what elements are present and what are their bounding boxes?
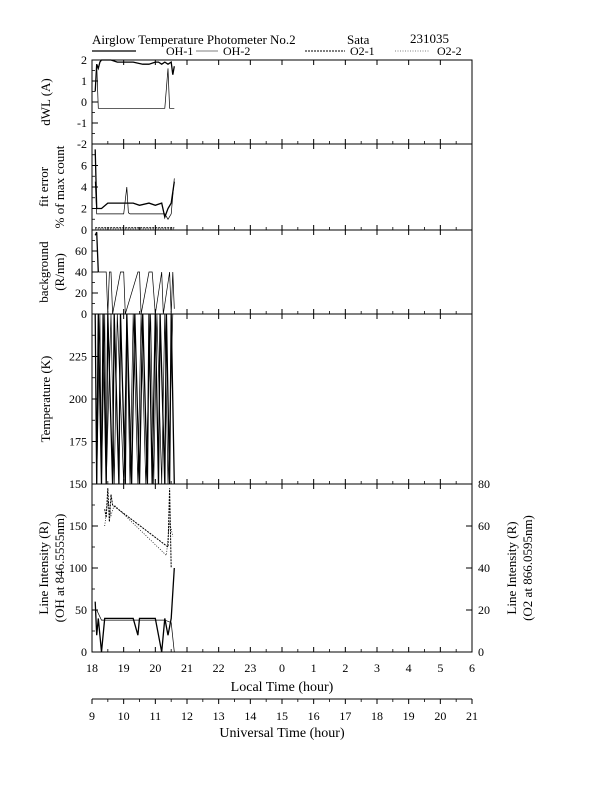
line-intensity-ylabel: Line Intensity (R) [36,521,51,615]
panel-fit-error [36,144,472,237]
line-intensity-series-oh-1 [95,568,174,652]
local-time-tick-label: 2 [342,661,349,675]
universal-time-tick-label: 12 [181,709,193,723]
local-time-tick-label: 20 [149,661,162,675]
dwl-ylabel: dWL (A) [38,78,53,126]
line-intensity-ytick-right-label: 40 [478,561,490,575]
universal-time-tick-label: 9 [89,709,95,723]
line-intensity-ytick-label: 150 [69,519,87,533]
line-intensity-ylabel-right: Line Intensity (R) [504,521,519,615]
local-time-tick-label: 3 [374,661,380,675]
universal-time-tick-label: 10 [117,709,130,723]
chart-title: Airglow Temperature Photometer No.2 [92,32,296,47]
dwl-frame [92,60,472,144]
local-time-tick-label: 21 [181,661,193,675]
line-intensity-ylabel: (OH at 846.5555nm) [52,513,67,623]
universal-time-tick-label: 21 [466,709,478,723]
legend-label-o21: O2-1 [350,44,375,58]
background-series-oh-2 [97,272,175,314]
line-intensity-ytick-right-label: 20 [478,603,490,617]
universal-time-tick-label: 13 [212,709,225,723]
background-ylabel: background [36,241,51,303]
temperature-ytick-label: 150 [69,477,87,491]
local-time-tick-label: 6 [469,661,475,675]
line-intensity-ytick-right-label: 0 [478,645,484,659]
legend-label-o22: O2-2 [437,44,462,58]
line-intensity-series-o2-2 [105,501,173,556]
universal-time-tick-label: 18 [371,709,383,723]
panel-line-intensity [36,477,535,741]
dwl-ytick-label: 0 [81,95,87,109]
line-intensity-frame [92,484,472,652]
universal-time-tick-label: 16 [307,709,320,723]
panel-temperature [38,314,472,491]
fit-error-ytick-label: 6 [81,158,87,173]
local-time-tick-label: 23 [244,661,257,675]
line-intensity-ytick-label: 0 [81,645,87,659]
temperature-ytick-label: 175 [69,434,87,449]
local-time-tick-label: 1 [310,661,317,675]
line-intensity-ytick-label: 50 [75,603,87,617]
local-time-tick-label: 19 [117,661,130,675]
panel-background [36,230,472,321]
dwl-series-oh-1 [95,60,174,92]
fit-error-ylabel: fit error [36,166,51,208]
background-ytick-label: 0 [81,307,87,321]
background-ytick-label: 60 [75,244,87,258]
fit-error-ytick-label: 0 [81,223,87,237]
chart-header [92,31,449,47]
universal-time-tick-label: 19 [402,709,415,723]
legend-label-oh2: OH-2 [223,44,251,58]
legend-label-oh1: OH-1 [166,44,194,58]
dwl-ytick-label: 1 [81,74,87,88]
temperature-ylabel: Temperature (K) [38,355,53,443]
fit-error-series-oh-2 [95,178,174,219]
temperature-ytick-label: 225 [69,349,87,364]
local-time-tick-label: 5 [437,661,444,675]
local-time-tick-label: 22 [212,661,225,675]
dwl-ytick-label: 2 [81,53,87,67]
local-time-axis-label: Local Time (hour) [230,680,334,695]
site-name: Sata [347,32,370,47]
dwl-series-oh-2 [97,64,175,108]
universal-time-tick-label: 15 [276,709,288,723]
universal-time-axis-label: Universal Time (hour) [219,726,345,741]
background-ylabel: (R/nm) [52,253,67,291]
line-intensity-ytick-right-label: 60 [478,519,490,533]
line-intensity-ytick-right-label: 80 [478,477,490,491]
line-intensity-series-o2-1 [105,488,172,568]
background-series-oh-1 [95,232,98,272]
date-code: 231035 [410,31,449,46]
background-ytick-label: 20 [75,286,87,300]
local-time-tick-label: 4 [405,661,412,675]
background-ytick-label: 40 [75,265,87,279]
universal-time-tick-label: 20 [434,709,447,723]
fit-error-ytick-label: 2 [81,201,87,216]
local-time-tick-label: 0 [279,661,285,675]
line-intensity-ytick-label: 100 [69,561,87,575]
local-time-tick-label: 18 [86,661,98,675]
fit-error-ytick-label: 4 [81,180,87,194]
universal-time-tick-label: 11 [149,709,162,723]
fit-error-ylabel: % of max count [52,145,67,229]
fit-error-frame [92,144,472,230]
fit-error-series-oh-1 [95,149,174,217]
chart-panels [36,53,535,741]
dwl-ytick-label: -2 [77,137,87,151]
universal-time-tick-label: 17 [339,709,352,723]
panel-dwl [38,53,472,151]
temperature-ytick-label: 200 [69,392,87,406]
line-intensity-ylabel-right: (O2 at 866.0595nm) [520,515,535,621]
universal-time-tick-label: 14 [244,709,257,723]
dwl-ytick-label: -1 [77,116,87,130]
